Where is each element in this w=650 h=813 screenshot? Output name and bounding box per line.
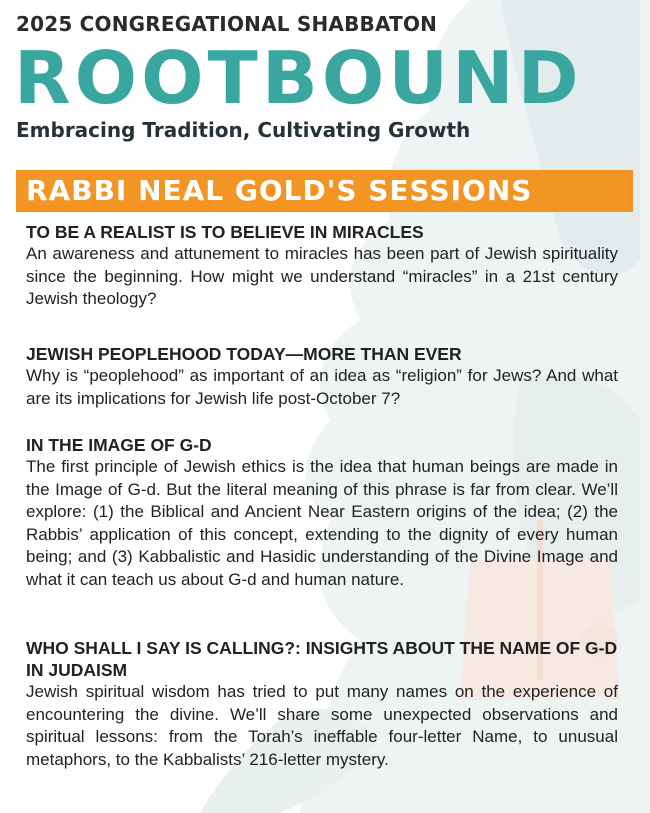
session-item: [26, 637, 618, 771]
event-title: ROOTBOUND: [14, 36, 583, 120]
event-kicker: 2025 CONGREGATIONAL SHABBATON: [16, 12, 438, 36]
session-item: [26, 221, 618, 311]
session-title: WHO SHALL I SAY IS CALLING?: INSIGHTS ABOUT THE NAME OF G-D IN JUDAISM: [26, 638, 618, 680]
session-item: [26, 343, 618, 410]
session-title: JEWISH PEOPLEHOOD TODAY—MORE THAN EVER: [26, 344, 462, 364]
session-title: IN THE IMAGE OF G-D: [26, 435, 212, 455]
session-item: [26, 434, 618, 591]
event-tagline: Embracing Tradition, Cultivating Growth: [16, 118, 471, 142]
session-description: An awareness and attunement to miracles has been part of Jewish spirituality since the beginning. How might we understand “miracles” in a 21st century Jewish theology?: [26, 244, 618, 308]
session-description: Jewish spiritual wisdom has tried to put many names on the experience of encountering the divine. We’ll share some unexpected observations and spiritual lessons: from the Torah’s ineffable four-letter Name, to unusual metaphors, to the Kabbalists’ 216-letter mystery.: [26, 682, 618, 769]
session-description: Why is “peoplehood” as important of an idea as “religion” for Jews? And what are its implications for Jewish life post-October 7?: [26, 366, 618, 408]
sessions-banner-label: RABBI NEAL GOLD'S SESSIONS: [26, 174, 533, 207]
session-description: The first principle of Jewish ethics is the idea that human beings are made in the Image of G-d. But the literal meaning of this phrase is far from clear. We’ll explore: (1) the Biblical and Ancient Near Eastern origins of the idea; (2) the Rabbis’ application of this concept, extending to the dignity of every human being; and (3) Kabbalistic and Hasidic understanding of the Divine Image and what it can teach us about G-d and human nature.: [26, 457, 618, 589]
sessions-banner: [16, 170, 633, 212]
session-title: TO BE A REALIST IS TO BELIEVE IN MIRACLES: [26, 222, 424, 242]
